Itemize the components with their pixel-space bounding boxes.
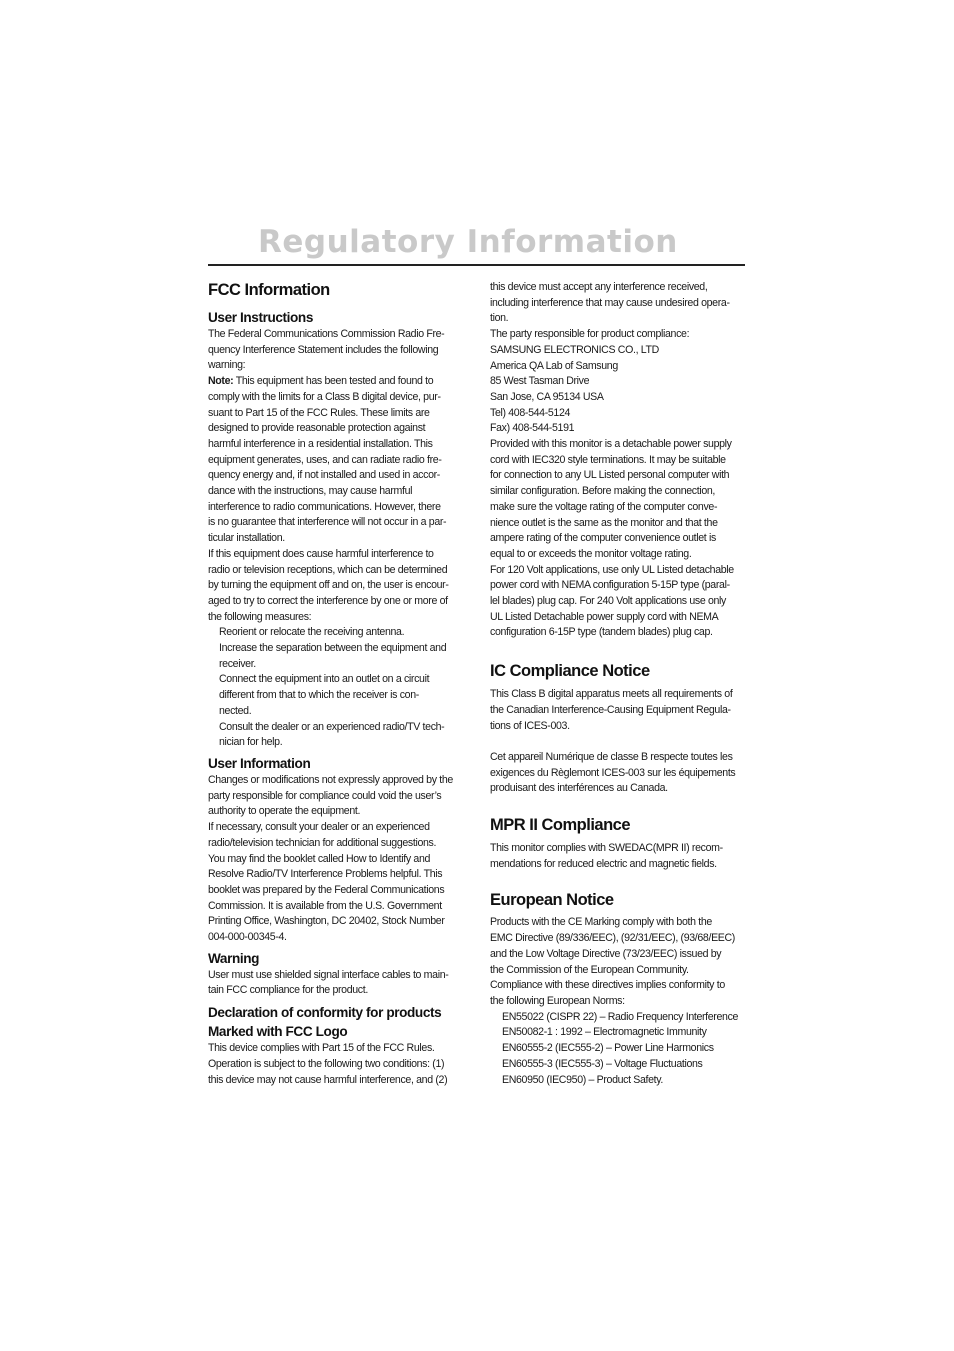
text-line: If necessary, consult your dealer or an experienced (208, 821, 430, 834)
european-notice-text (490, 915, 744, 1088)
text-line: San Jose, CA 95134 USA (490, 390, 604, 403)
declaration-continued-text (490, 280, 744, 641)
text-line: the Canadian Interference-Causing Equipment Regula- (490, 703, 731, 716)
text-line: for connection to any UL Listed personal computer with (490, 469, 730, 482)
norm-line: EN50082-1 : 1992 – Electromagnetic Immunity (502, 1026, 707, 1039)
ic-compliance-text (490, 687, 744, 797)
text-line: the Commission of the European Community. (490, 963, 689, 976)
text-line: interference to radio communications. However, there (208, 500, 441, 513)
norm-line: EN55022 (CISPR 22) – Radio Frequency Interference (502, 1010, 739, 1023)
user-information-text (208, 773, 462, 946)
text-line: tain FCC compliance for the product. (208, 984, 368, 997)
european-notice-heading: European Notice (490, 891, 614, 910)
text-line: quency Interference Statement includes the following (208, 343, 439, 356)
text-line: ticular installation. (208, 532, 285, 545)
text-line: This device complies with Part 15 of the FCC Rules. (208, 1042, 435, 1055)
text-line: this device must accept any interference received, (490, 281, 708, 293)
text-line: dance with the instructions, may cause harmful (208, 485, 413, 498)
text-line: and the Low Voltage Directive (73/23/EEC) issued by (490, 947, 722, 960)
text-line: tions of ICES-003. (490, 719, 570, 732)
text-line: nience outlet is the same as the monitor and that the (490, 516, 718, 529)
text-line: designed to provide reasonable protection against (208, 422, 426, 435)
measure-line: Consult the dealer or an experienced radio/TV tech- (219, 720, 445, 733)
text-line: similar configuration. Before making the connection, (490, 485, 715, 498)
text-line: Changes or modifications not expressly approved by the (208, 773, 453, 786)
norm-line: EN60555-2 (IEC555-2) – Power Line Harmonics (502, 1042, 714, 1055)
left-column (208, 280, 462, 1088)
text-line: is no guarantee that interference will not occur in a par- (208, 516, 447, 529)
text-line: make sure the voltage rating of the computer conve- (490, 500, 718, 513)
text-line: authority to operate the equipment. (208, 805, 361, 818)
text-line: suant to Part 15 of the FCC Rules. These limits are (208, 406, 430, 419)
text-line: If this equipment does cause harmful interference to (208, 547, 434, 560)
measure-line: nician for help. (219, 736, 283, 749)
text-line: this device may not cause harmful interference, and (2) (208, 1073, 448, 1086)
text-line: lel blades) plug cap. For 240 Volt applications use only (490, 595, 726, 608)
text-line: radio or television receptions, which can be determined (208, 563, 448, 576)
text-line: America QA Lab of Samsung (490, 359, 618, 372)
note-line (208, 374, 462, 390)
measure-line: different from that to which the receiver is con- (219, 689, 419, 702)
title-rule (208, 264, 745, 266)
text-line: quency energy and, if not installed and used in accor- (208, 469, 440, 482)
text-line: including interference that may cause undesired opera- (490, 296, 730, 309)
text-line: power cord with NEMA configuration 5-15P type (paral- (490, 579, 730, 592)
text-line: configuration 6-15P type (tandem blades) plug cap. (490, 626, 713, 639)
text-line: equipment generates, uses, and can radiate radio fre- (208, 453, 442, 466)
text-line: cord with IEC320 style terminations. It may be suitable (490, 453, 726, 466)
text-line: UL Listed Detachable power supply cord with NEMA (490, 610, 719, 623)
text-line: This Class B digital apparatus meets all requirements of (490, 688, 733, 701)
text-line: warning: (208, 359, 246, 372)
spacer (490, 734, 744, 750)
mpr-compliance-heading: MPR II Compliance (490, 816, 631, 835)
text-line: Commission. It is available from the U.S. Government (208, 899, 442, 912)
text-line: comply with the limits for a Class B digital device, pur- (208, 390, 441, 403)
text-line: The Federal Communications Commission Radio Fre- (208, 328, 445, 340)
text-line: SAMSUNG ELECTRONICS CO., LTD (490, 343, 659, 356)
text-line: mendations for reduced electric and magnetic fields. (490, 857, 717, 870)
text-line: Cet appareil Numérique de classe B respecte toutes les (490, 750, 733, 763)
text-line: Operation is subject to the following two conditions: (1) (208, 1057, 445, 1070)
user-instructions-intro (208, 327, 462, 751)
measure-line: nected. (219, 704, 252, 717)
text-line: the following European Norms: (490, 995, 625, 1007)
user-information-heading: User Information (208, 755, 311, 771)
text-line: For 120 Volt applications, use only UL Listed detachable (490, 563, 734, 576)
note-first-line: This equipment has been tested and found to (233, 375, 434, 388)
right-column (490, 280, 744, 1088)
warning-text (208, 968, 462, 999)
text-line: exigences du Règlemont ICES-003 sur les équipements (490, 766, 736, 779)
text-line: Tel) 408-544-5124 (490, 406, 571, 419)
text-line: tion. (490, 312, 509, 325)
text-line: You may find the booklet called How to Identify and (208, 852, 431, 865)
ic-compliance-heading: IC Compliance Notice (490, 662, 650, 681)
text-line: Provided with this monitor is a detachable power supply (490, 438, 732, 451)
text-line: This monitor complies with SWEDAC(MPR II) recom- (490, 842, 723, 855)
text-line: Products with the CE Marking comply with both the (490, 916, 712, 929)
declaration-heading-line-2: Marked with FCC Logo (208, 1024, 348, 1040)
text-line: produisant des interférences au Canada. (490, 782, 668, 795)
text-line: Resolve Radio/TV Interference Problems helpful. This (208, 868, 443, 881)
text-line: Compliance with these directives implies conformity to (490, 979, 725, 992)
page-title: Regulatory Information (258, 224, 678, 260)
declaration-text (208, 1041, 462, 1088)
note-label: Note: (208, 375, 234, 388)
text-line: 004-000-00345-4. (208, 931, 287, 944)
text-line: The party responsible for product compliance: (490, 328, 690, 341)
text-line: Printing Office, Washington, DC 20402, Stock Number (208, 915, 445, 928)
text-line: 85 West Tasman Drive (490, 375, 590, 388)
warning-heading: Warning (208, 950, 260, 966)
text-line: aged to try to correct the interference by one or more of (208, 594, 448, 607)
text-line: Fax) 408-544-5191 (490, 422, 575, 435)
text-line: booklet was prepared by the Federal Communications (208, 883, 445, 896)
text-line: User must use shielded signal interface cables to main- (208, 968, 449, 981)
text-line: EMC Directive (89/336/EEC), (92/31/EEC), (93/68/EEC) (490, 932, 735, 945)
user-instructions-heading: User Instructions (208, 310, 313, 325)
text-line: by turning the equipment off and on, the user is encour- (208, 579, 449, 592)
declaration-heading (208, 1003, 462, 1041)
declaration-heading-line-1: Declaration of conformity for products (208, 1005, 442, 1021)
measure-line: Increase the separation between the equipment and (219, 642, 447, 655)
fcc-information-heading: FCC Information (208, 281, 330, 299)
mpr-compliance-text (490, 841, 744, 872)
text-line: the following measures: (208, 610, 312, 623)
text-line: radio/television technician for additional suggestions. (208, 836, 437, 849)
measure-line: receiver. (219, 657, 256, 670)
norm-line: EN60950 (IEC950) – Product Safety. (502, 1073, 664, 1086)
text-line: party responsible for compliance could void the user’s (208, 789, 442, 802)
text-line: equal to or exceeds the monitor voltage rating. (490, 547, 692, 560)
measure-line: Reorient or relocate the receiving antenna. (219, 626, 405, 639)
norm-line: EN60555-3 (IEC555-3) – Voltage Fluctuations (502, 1057, 703, 1070)
text-line: harmful interference in a residential installation. This (208, 437, 433, 450)
text-line: ampere rating of the computer convenience outlet is (490, 532, 716, 545)
measure-line: Connect the equipment into an outlet on a circuit (219, 673, 430, 686)
